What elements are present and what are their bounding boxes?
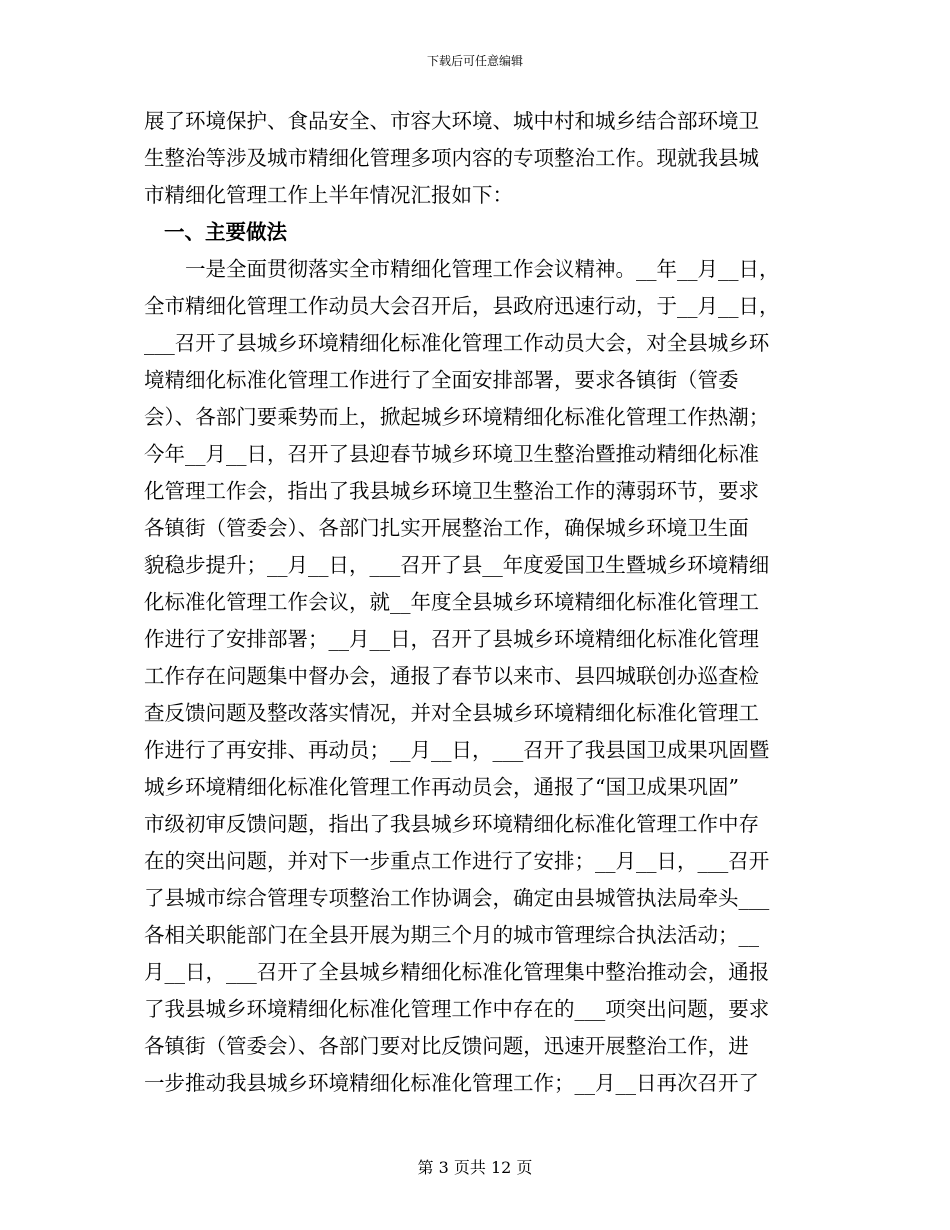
body-line: 了我县城乡环境精细化标准化管理工作中存在的___项突出问题，要求: [144, 997, 770, 1021]
page-header: 下载后可任意编辑: [426, 54, 523, 68]
body-line: 一是全面贯彻落实全市精细化管理工作会议精神。__年__月__日，: [185, 257, 780, 281]
body-line: 月__日，___召开了全县城乡精细化标准化管理集中整治推动会，通报: [144, 960, 770, 984]
body-line: 全市精细化管理工作动员大会召开后，县政府迅速行动，于__月__日，: [144, 294, 780, 318]
body-line: 展了环境保护、食品安全、市容大环境、城中村和城乡结合部环境卫: [144, 109, 759, 133]
document-body: [144, 103, 806, 1102]
body-line: 化标准化管理工作会议，就__年度全县城乡环境精细化标准化管理工: [144, 590, 759, 614]
body-line: 境精细化标准化管理工作进行了全面安排部署，要求各镇街（管委: [144, 368, 739, 392]
body-line: 化管理工作会，指出了我县城乡环境卫生整治工作的薄弱环节，要求: [144, 479, 759, 503]
body-line: 了县城市综合管理专项整治工作协调会，确定由县城管执法局牵头___: [144, 886, 770, 910]
section-heading: 一、主要做法: [164, 220, 287, 244]
page-footer: 第 3 页共 12 页: [417, 1158, 533, 1177]
body-line: 作进行了再安排、再动员；__月__日，___召开了我县国卫成果巩固暨: [144, 738, 770, 762]
body-line: 查反馈问题及整改落实情况，并对全县城乡环境精细化标准化管理工: [144, 701, 759, 725]
body-line: 各相关职能部门在全县开展为期三个月的城市管理综合执法活动；__: [144, 923, 759, 947]
body-line: 作进行了安排部署；__月__日，召开了县城乡环境精细化标准化管理: [144, 627, 759, 651]
body-line: 各镇街（管委会）、各部门扎实开展整治工作，确保城乡环境卫生面: [144, 516, 749, 540]
body-line: 会）、各部门要乘势而上，掀起城乡环境精细化标准化管理工作热潮；: [144, 405, 770, 429]
body-line: 市精细化管理工作上半年情况汇报如下：: [144, 183, 513, 207]
body-line: 一步推动我县城乡环境精细化标准化管理工作；__月__日再次召开了: [144, 1071, 759, 1095]
body-line: 工作存在问题集中督办会，通报了春节以来市、县四城联创办巡查检: [144, 664, 759, 688]
body-line: 各镇街（管委会）、各部门要对比反馈问题，迅速开展整治工作，进: [144, 1034, 749, 1058]
body-line: 在的突出问题，并对下一步重点工作进行了安排；__月__日，___召开: [144, 849, 770, 873]
body-line: 生整治等涉及城市精细化管理多项内容的专项整治工作。现就我县城: [144, 146, 759, 170]
body-line: ___召开了县城乡环境精细化标准化管理工作动员大会，对全县城乡环: [144, 331, 770, 355]
body-line: 城乡环境精细化标准化管理工作再动员会，通报了“国卫成果巩固”: [144, 775, 739, 799]
body-line: 市级初审反馈问题，指出了我县城乡环境精细化标准化管理工作中存: [144, 812, 759, 836]
body-line: 今年__月__日，召开了县迎春节城乡环境卫生整治暨推动精细化标准: [144, 442, 759, 466]
body-line: 貌稳步提升；__月__日，___召开了县__年度爱国卫生暨城乡环境精细: [144, 553, 770, 577]
